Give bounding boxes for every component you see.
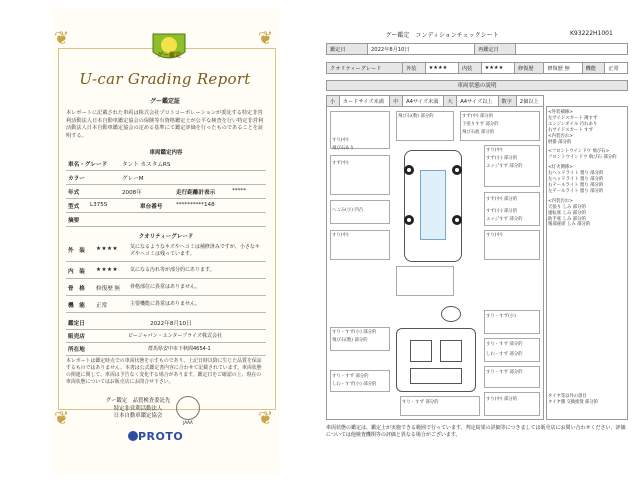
model-label: 型式 (68, 204, 80, 210)
sheet-function-value: 正常 (605, 63, 628, 74)
note-line: <内装汚れ> (548, 198, 573, 204)
note-line: <外装補修> (548, 110, 573, 115)
damage-label: すり・すず 部分的 (402, 400, 439, 405)
appraisal-date-value: 2022年8月10日 (368, 44, 475, 55)
reappraisal-label: 再鑑定日 (475, 44, 516, 55)
damage-label: 飛び石あり (332, 146, 354, 151)
frame-label: 骨 格 (68, 286, 85, 292)
damage-label: すり(中) (486, 233, 503, 238)
quality-grade-label: クオリティーグレード (327, 63, 403, 74)
wheel-icon (452, 215, 462, 225)
year-value: 2008年 (122, 190, 142, 196)
legend-cell: A4サイズ未満 (403, 96, 444, 107)
exterior-note: 気になるようなキズやヘコミは補修済みですが、小さなキズやヘコミは残っています。 (130, 244, 260, 257)
note-line: <内装汚れ> (548, 133, 573, 139)
sheet-interior-stars: ★★★★ (481, 63, 514, 74)
appraisal-date-label: 鑑定日 (68, 321, 85, 327)
mileage-value: ***** (232, 188, 246, 194)
car-name-label: 車名・グレード (68, 162, 108, 168)
steering-wheel-icon (441, 306, 461, 322)
report-title: U-car Grading Report (79, 70, 251, 88)
damage-label: すり(中) 部分的 (486, 397, 518, 402)
sheet-title: グー鑑定 コンディションチェックシート (385, 32, 499, 39)
bottom-note: 本レポートは鑑定時点での車両状態を示すものであり、上記日時以降に生じた品質を保証するものではありません。本書は公式鑑定書内容に合わせて記載されています。車両状態の関連に関して、車両は予告なく変化する場合があります。鑑定日をご確認の上、現在の車両状態についてはお販売店にお問合せ下さい。 (66, 358, 262, 385)
damage-label: 飛び石(数) 部分的 (332, 338, 368, 343)
legend-cell: A4サイズ以上 (457, 96, 498, 107)
frame-status: 修復歴 無 (96, 286, 121, 292)
damage-box (330, 111, 390, 149)
damage-label: すず(小) 部分的 (486, 156, 518, 161)
damage-label: すず(中) 部分的 (486, 197, 518, 202)
note-line: タイヤ溝 交換推奨 部分的 (548, 399, 598, 405)
model-value: L375S (90, 202, 108, 208)
sheet-repair-value: 修復歴 無 (544, 63, 582, 74)
note-line: <フロントウインドウ 飛び石> (548, 149, 610, 155)
damage-label: すず(中) 部分的 (462, 114, 494, 119)
row-year (66, 185, 266, 199)
wheel-icon (404, 215, 414, 225)
damage-label: すり・すず 部分的 (332, 374, 369, 379)
row-exterior (66, 243, 266, 262)
damage-label: すり・すず(小) 部分的 (332, 330, 377, 335)
damage-label: しわ・すず 部分的 (486, 352, 523, 357)
damage-label: すり・すず 部分的 (486, 342, 523, 347)
vehicle-section-title: 車両鑑定内容 (149, 150, 183, 156)
remarks-label: 摘要 (68, 218, 80, 224)
document-number: K93222H1001 (570, 30, 613, 37)
note-line: エンジンオイル 汚れあり (548, 121, 598, 127)
dealer-value: ビージャパン・エンタープライズ株式会社 (128, 333, 222, 339)
damage-label: 飛び石痕 部分的 (462, 130, 495, 135)
issuer-line-1: グー鑑定 品質検査委託先 (105, 398, 171, 404)
damage-label: すり(中) (332, 138, 349, 143)
issuer-line-3: 日本自動車鑑定協会 (113, 413, 163, 419)
sheet-function-label: 機能 (582, 63, 605, 74)
note-line: 後部座席 しみ 部分的 (548, 222, 591, 228)
quality-section-title: クオリティーグレード (138, 234, 194, 240)
notes-list (548, 110, 628, 228)
damage-box (396, 266, 454, 296)
row-remarks (66, 213, 266, 227)
seat-rear (410, 368, 462, 384)
damage-label: すず(中) (332, 161, 349, 166)
note-line: <灯火関係> (548, 165, 573, 171)
appraisal-date-label: 鑑定日 (327, 44, 368, 55)
row-location (66, 342, 266, 356)
exterior-label: 外 装 (68, 248, 85, 254)
note-line: 右ヘッドライト 曇り 部分的 (548, 171, 604, 177)
legend-cell: 小 (327, 96, 340, 107)
date-table (326, 43, 628, 55)
legend-cell: 2個以上 (516, 96, 543, 107)
damage-label: すり(中) (332, 233, 349, 238)
row-frame (66, 281, 266, 296)
damage-label: しわ・すず(小) 部分的 (332, 382, 377, 387)
exterior-stars: ★★★★ (96, 246, 119, 252)
frame-note: 骨格部位に異常はありません。 (130, 284, 201, 290)
mechanical-status: 正常 (96, 303, 108, 309)
appraisal-date-value: 2022年8月10日 (150, 321, 192, 327)
seat-front-right (440, 340, 462, 362)
year-label: 年式 (68, 190, 80, 196)
sheet-exterior-label: 外装 (403, 63, 426, 74)
row-model (66, 199, 266, 213)
note-line: 助手席 しみ 部分的 (548, 216, 586, 222)
legend-cell: 大 (444, 96, 457, 107)
location-value: 群馬県安中市下秋間4654-1 (148, 346, 211, 352)
row-mechanical (66, 298, 266, 313)
damage-label: すり・すず 部分的 (486, 370, 523, 375)
interior-stars: ★★★★ (96, 267, 119, 273)
certificate-subtitle: グー鑑定証 (149, 98, 180, 105)
sheet-exterior-stars: ★★★★ (425, 63, 458, 74)
color-label: カラー (68, 176, 85, 182)
sheet-interior-label: 内装 (458, 63, 481, 74)
row-dealer (66, 329, 266, 343)
issuer-block (98, 398, 178, 421)
mechanical-note: 主要機能に異常はありません。 (130, 301, 201, 307)
car-name-value: タント カスタムRS (122, 162, 171, 168)
reappraisal-value (516, 44, 628, 55)
note-line: 肘掛 部分的 (548, 139, 572, 145)
row-car-name (66, 157, 266, 171)
proto-logo-icon (128, 431, 138, 441)
mechanical-label: 機 能 (68, 303, 85, 309)
damage-label: 下塗りすず 部分的 (462, 122, 499, 127)
tire-note (548, 394, 628, 406)
issuer-line-2: 特定非営利活動法人 (113, 405, 163, 412)
condition-header: 車両状態の説明 (326, 80, 628, 91)
vin-value: **********148 (176, 202, 215, 208)
sheet-footer: 車両状態の鑑定は、鑑定士が実施できる範囲で行っています。判定結果の詳細等につきましては販売店にお問い合わせください。評価については他検査機関等の評価と異なる場合がございます。 (326, 425, 626, 438)
mileage-label: 走行距離計表示 (176, 190, 216, 196)
row-interior (66, 264, 266, 279)
note-line: 左ヘッドライト 曇り 部分的 (548, 177, 604, 183)
note-line: 右サイドスカート すず (548, 127, 593, 133)
damage-label: エッジすず 部分的 (486, 164, 523, 169)
damage-label: 飛び石(数) 部分的 (398, 114, 434, 119)
note-line: 左テールライト 曇り 部分的 (548, 188, 604, 194)
corner-ornament-icon: ❦ (54, 28, 70, 49)
legend-cell: 中 (390, 96, 403, 107)
note-line: 右テールライト 曇り 部分的 (548, 182, 604, 188)
dealer-label: 販売店 (68, 334, 85, 340)
corner-ornament-icon: ❦ (54, 408, 70, 429)
intro-paragraph: 本レポートに記載された車両は株式会社プロトコーポレーションが委託する特定非営利活動法人日本自動車鑑定協会の保険等有資格鑑定士が公平な検査を行い特定非営利活動法人日本自動車鑑定協会の定める基準にて鑑定評価を行ったものであることを証明する。 (66, 110, 264, 139)
damage-label: すり・すず(小) (486, 314, 516, 319)
badge-label: グー鑑定 (156, 52, 181, 59)
vin-label: 車台番号 (140, 204, 163, 210)
damage-label: すり(中) (486, 148, 503, 153)
car-roof-glass (420, 170, 446, 240)
jaaa-logo-icon (176, 396, 200, 420)
color-value: グレーM (122, 176, 144, 182)
damage-label: エッジすず 部分的 (486, 217, 523, 222)
damage-label: すず(小) 部分的 (486, 209, 518, 214)
note-line: タイヤ等以外の項目 (548, 394, 587, 399)
wheel-icon (452, 165, 462, 175)
corner-ornament-icon: ❦ (258, 28, 274, 49)
wheel-icon (404, 165, 414, 175)
row-appraisal-date (66, 316, 266, 330)
jaaa-label: JAAA (183, 420, 193, 425)
note-line: 左サイドスカート 薄すず (548, 115, 598, 121)
legend-cell: 数字 (498, 96, 516, 107)
corner-ornament-icon: ❦ (258, 408, 274, 429)
legend-cell: カードサイズ未満 (339, 96, 389, 107)
location-label: 所在地 (68, 347, 85, 353)
note-line: フロントウインドウ 飛び石 部分的 (548, 155, 617, 161)
proto-logo-text: PROTO (138, 430, 184, 443)
interior-label: 内 装 (68, 269, 85, 275)
grade-table (326, 62, 628, 74)
row-color (66, 171, 266, 185)
note-line: 天張り しみ 部分的 (548, 204, 586, 210)
sheet-repair-label: 修復歴 (514, 63, 543, 74)
seat-front-left (410, 340, 432, 362)
damage-label: へこみ(小) 凹凸 (332, 208, 364, 213)
interior-note: 気になる汚れ等が部分的にあります。 (130, 267, 215, 273)
note-line: 運転席 しみ 部分的 (548, 210, 586, 216)
